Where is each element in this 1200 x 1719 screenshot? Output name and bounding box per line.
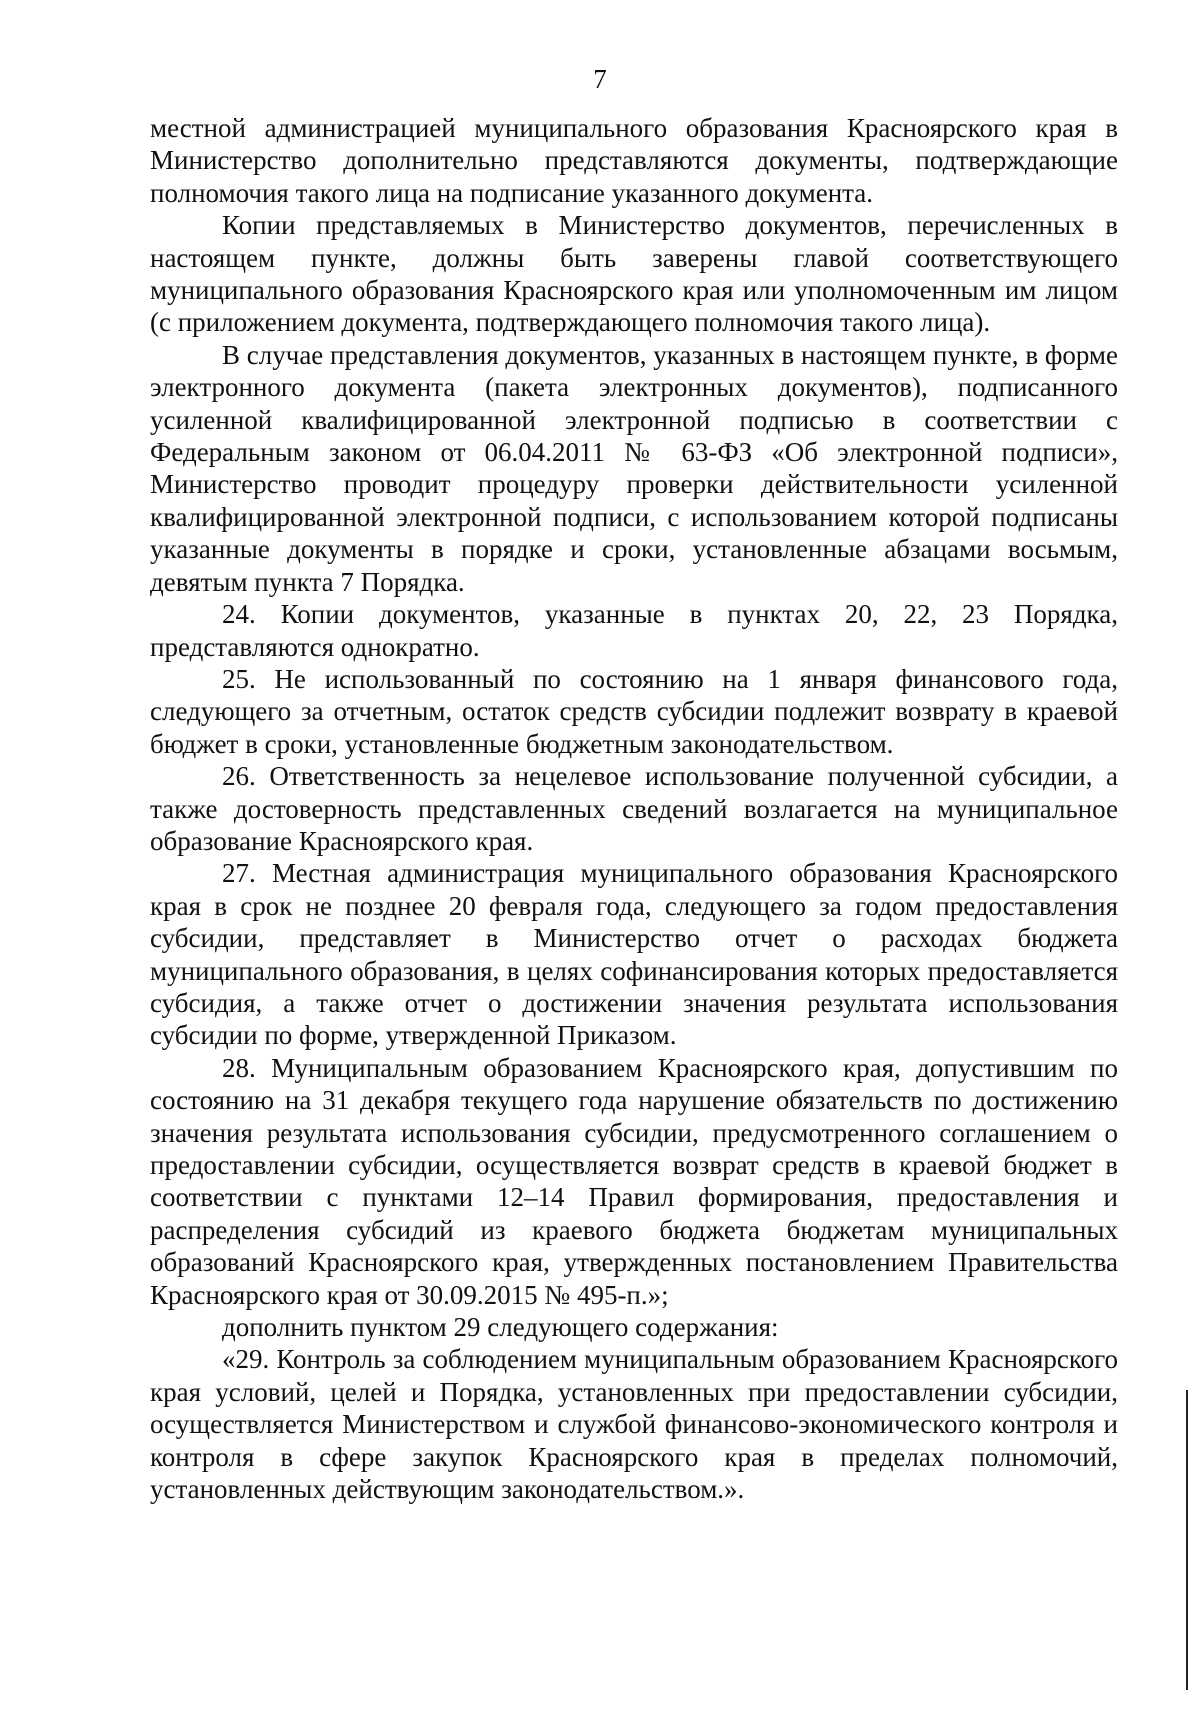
paragraph-continuation: местной администрацией муниципального образования Красноярского края в Министерство дополнительно представляются документы, подтверждающие полномочия такого лица на подписание указанного документа. bbox=[150, 113, 1118, 208]
paragraph-item-28: 28. Муниципальным образованием Красноярского края, допустившим по состоянию на 31 декабря текущего года нарушение обязательств по достижению значения результата использования субсидии, предусмотренного соглашением о предоставлении субсидии, осуществляется возврат средств в краевой бюджет в соответствии с пунктами 12–14 Правил формирования, предоставления и распределения субсидий из краевого бюджета бюджетам муниципальных образований Красноярского края, утвержденных постановлением Правительства Красноярского края от 30.09.2015 № 495-п.»; bbox=[150, 1052, 1118, 1310]
scan-edge-line bbox=[1186, 1390, 1188, 1690]
paragraph-item-24: 24. Копии документов, указанные в пунктах 20, 22, 23 Порядка, представляются однократно. bbox=[150, 599, 1118, 662]
paragraph-electronic-documents: В случае представления документов, указанных в настоящем пункте, в форме электронного документа (пакета электронных документов), подписанного усиленной квалифицированной электронной подписью в соответствии с Федеральным законом от 06.04.2011 № 63-ФЗ «Об электронной подписи», Министерство проводит процедуру проверки действительности усиленной квалифицированной электронной подписи, с использованием которой подписаны указанные документы в порядке и сроки, установленные абзацами восьмым, девятым пункта 7 Порядка. bbox=[150, 339, 1118, 597]
paragraph-item-29: «29. Контроль за соблюдением муниципальным образованием Красноярского края условий, целей и Порядка, установленных при предоставлении субсидии, осуществляется Министерством и службой финансово-экономического контроля и контроля в сфере закупок Красноярского края в пределах полномочий, установленных действующим законодательством.». bbox=[150, 1344, 1118, 1505]
paragraph-item-27: 27. Местная администрация муниципального образования Красноярского края в срок не позднее 20 февраля года, следующего за годом предоставления субсидии, представляет в Министерство отчет о расходах бюджета муниципального образования, в целях софинансирования которых предоставляется субсидия, а также отчет о достижении значения результата использования субсидии по форме, утвержденной Приказом. bbox=[150, 858, 1118, 1051]
page-number: 7 bbox=[593, 64, 607, 94]
paragraph-amendment-intro: дополнить пунктом 29 следующего содержания: bbox=[222, 1312, 779, 1343]
document-body bbox=[150, 112, 1118, 1505]
paragraph-item-25: 25. Не использованный по состоянию на 1 января финансового года, следующего за отчетным, остаток средств субсидии подлежит возврату в краевой бюджет в сроки, установленные бюджетным законодательством. bbox=[150, 663, 1118, 759]
paragraph-item-26: 26. Ответственность за нецелевое использование полученной субсидии, а также достоверность представленных сведений возлагается на муниципальное образование Красноярского края. bbox=[150, 761, 1118, 856]
paragraph-copies-certification: Копии представляемых в Министерство документов, перечисленных в настоящем пункте, должны быть заверены главой соответствующего муниципального образования Красноярского края или уполномоченным им лицом (с приложением документа, подтверждающего полномочия такого лица). bbox=[150, 210, 1118, 338]
